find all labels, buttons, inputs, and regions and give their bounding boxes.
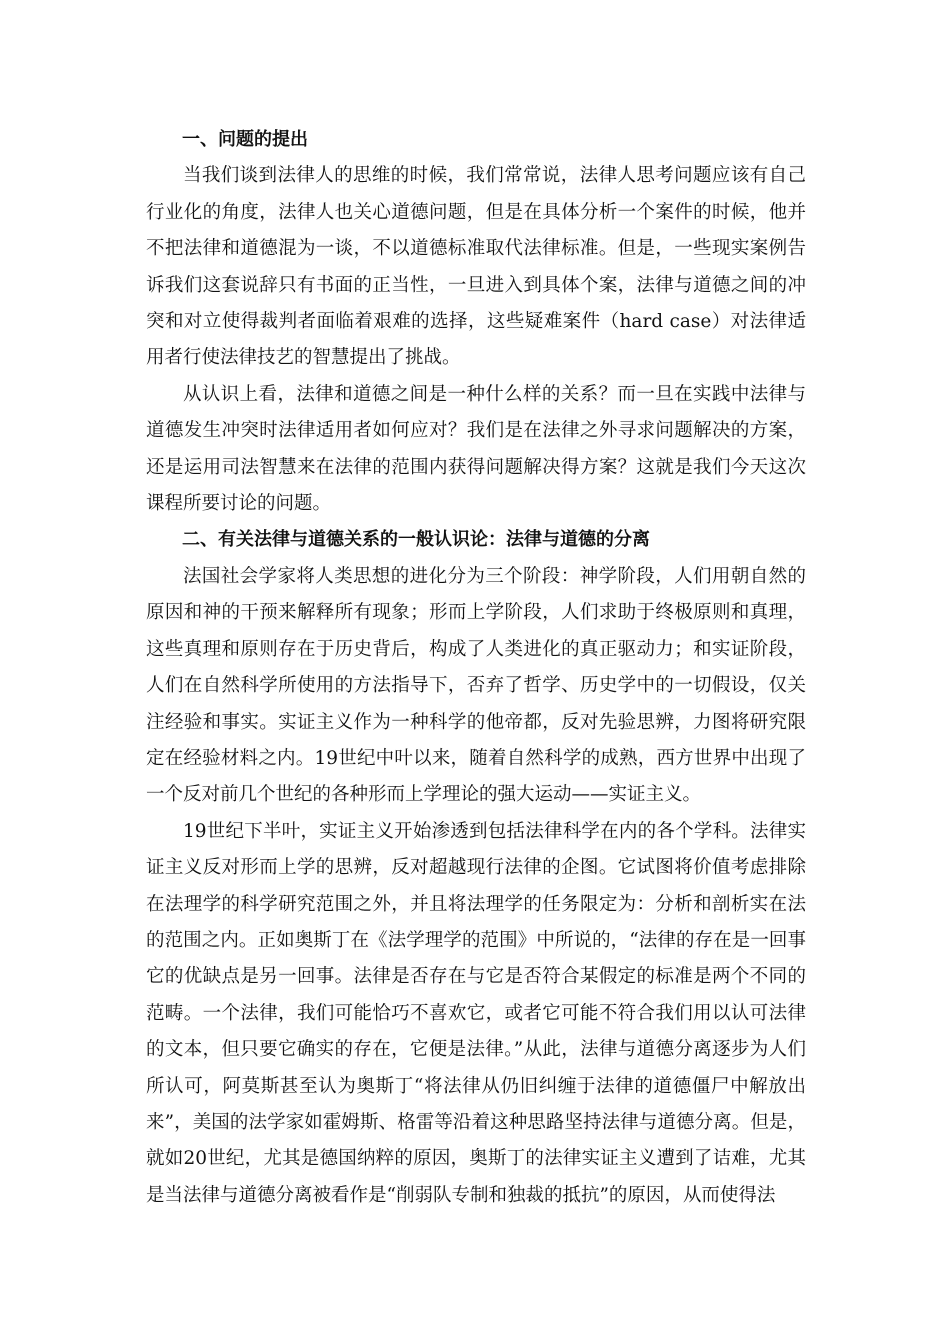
section-heading-2: 二、有关法律与道德关系的一般认识论：法律与道德的分离: [182, 529, 650, 551]
document-body: [146, 122, 806, 1214]
section-heading-1: 一、问题的提出: [182, 129, 308, 150]
paragraph-2-1: 法国社会学家将人类思想的进化分为三个阶段：神学阶段，人们用朝自然的原因和神的干预来解释所有现象；形而上学阶段，人们求助于终极原则和真理，这些真理和原则存在于历史背后，构成了人类进化的真正驱动力；和实证阶段，人们在自然科学所使用的方法指导下，否弃了哲学、历史学中的一切假设，仅关注经验和事实。实证主义作为一种科学的他帝都，反对先验思辨，力图将研究限定在经验材料之内。19世纪中叶以来，随着自然科学的成熟，西方世界中出现了一个反对前几个世纪的各种形而上学理论的强大运动——实证主义。: [146, 565, 806, 806]
paragraph-1-2: 从认识上看，法律和道德之间是一种什么样的关系？而一旦在实践中法律与道德发生冲突时法律适用者如何应对？我们是在法律之外寻求问题解决的方案，还是运用司法智慧来在法律的范围内获得问题解决得方案？这就是我们今天这次课程所要讨论的问题。: [146, 383, 806, 515]
paragraph-1-1: 当我们谈到法律人的思维的时候，我们常常说，法律人思考问题应该有自己行业化的角度，法律人也关心道德问题，但是在具体分析一个案件的时候，他并不把法律和道德混为一谈，不以道德标准取代法律标准。但是，一些现实案例告诉我们这套说辞只有书面的正当性，一旦进入到具体个案，法律与道德之间的冲突和对立使得裁判者面临着艰难的选择，这些疑难案件（hard case）对法律适用者行使法律技艺的智慧提出了挑战。: [146, 165, 806, 369]
paragraph-2-2: 19世纪下半叶，实证主义开始渗透到包括法律科学在内的各个学科。法律实证主义反对形而上学的思辨，反对超越现行法律的企图。它试图将价值考虑排除在法理学的科学研究范围之外，并且将法理学的任务限定为：分析和剖析实在法的范围之内。正如奥斯丁在《法学理学的范围》中所说的，“法律的存在是一回事它的优缺点是另一回事。法律是否存在与它是否符合某假定的标准是两个不同的范畴。一个法律，我们可能恰巧不喜欢它，或者它可能不符合我们用以认可法律的文本，但只要它确实的存在，它便是法律。”从此，法律与道德分离逐步为人们所认可，阿莫斯甚至认为奥斯丁“将法律从仍旧纠缠于法律的道德僵尸中解放出来”，美国的法学家如霍姆斯、格雷等沿着这种思路坚持法律与道德分离。但是，就如20世纪，尤其是德国纳粹的原因，奥斯丁的法律实证主义遭到了诘难，尤其是当法律与道德分离被看作是“削弱队专制和独裁的抵抗”的原因，从而使得法: [146, 820, 806, 1206]
